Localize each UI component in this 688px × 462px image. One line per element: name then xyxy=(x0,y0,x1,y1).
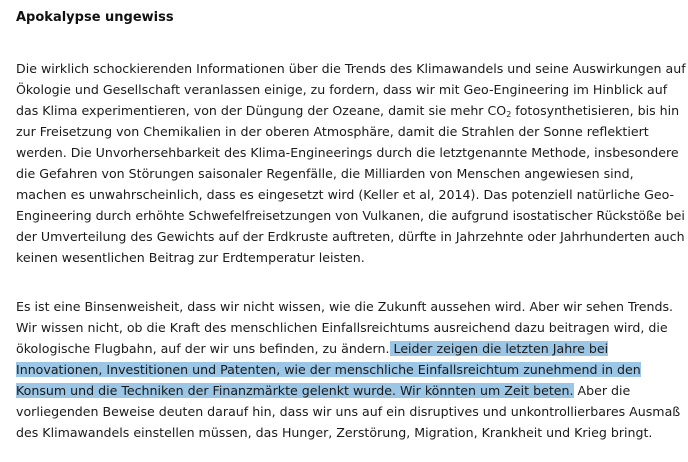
paragraph-line[interactable]: Es ist eine Binsenweisheit, dass wir nicht wissen, wie die Zukunft aussehen wird. Aber wir sehen Trends. xyxy=(16,299,674,314)
text-selection-highlight[interactable]: Leider zeigen die letzten Jahre bei xyxy=(389,341,609,356)
paragraph-line[interactable]: der Umverteilung des Gewichts auf der Erdkruste auftreten, dürfte in Jahrzehnte oder Jahrhunderten auch xyxy=(16,229,685,244)
paragraph-line[interactable]: vorliegenden Beweise deuten darauf hin, dass wir uns auf ein disruptives und unkontrollierbares Ausmaß xyxy=(16,404,681,419)
paragraph-line[interactable]: keinen wesentlichen Beitrag zur Erdtemperatur leisten. xyxy=(16,250,365,265)
line-text[interactable]: das Klima experimentieren, von der Düngung der Ozeane, damit sie mehr CO xyxy=(16,103,507,118)
section-heading: Apokalypse ungewiss xyxy=(16,10,174,25)
paragraph-line[interactable] xyxy=(16,100,680,121)
paragraph-line[interactable]: zur Freisetzung von Chemikalien in der oberen Atmosphäre, damit die Strahlen der Sonne reflektiert xyxy=(16,124,649,139)
paragraph-line[interactable]: Ökologie und Gesellschaft veranlassen einige, zu fordern, dass wir mit Geo-Engineering im Hinblick auf xyxy=(16,82,668,97)
line-text[interactable]: ökologische Flugbahn, auf der wir uns befinden, zu ändern. xyxy=(16,341,390,356)
paragraph-line[interactable]: machen es unwahrscheinlich, dass es eingesetzt wird (Keller et al, 2014). Das potenziell natürliche Geo- xyxy=(16,187,675,202)
text-selection-highlight[interactable]: Innovationen, Investitionen und Patenten, wie der menschliche Einfallsreichtum zunehmend in den xyxy=(16,362,641,377)
paragraph-line[interactable]: Engineering durch erhöhte Schwefelfreisetzungen von Vulkanen, die aufgrund isostatischer Rückstöße bei xyxy=(16,208,685,223)
line-text[interactable]: fotosynthetisieren, bis hin xyxy=(511,103,680,118)
paragraph-line[interactable]: Wir wissen nicht, ob die Kraft des menschlichen Einfallsreichtums ausreichend dazu beitragen wird, die xyxy=(16,320,668,335)
text-selection-highlight[interactable]: Konsum und die Techniken der Finanzmärkte gelenkt wurde. Wir könnten um Zeit beten. xyxy=(16,383,574,398)
paragraph-1[interactable] xyxy=(16,58,686,268)
line-text[interactable]: Aber die xyxy=(573,383,631,398)
paragraph-2[interactable] xyxy=(16,296,681,443)
paragraph-line[interactable]: die Gefahren von Störungen saisonaler Regenfälle, die Milliarden von Menschen angewiesen sind, xyxy=(16,166,634,181)
paragraph-line[interactable]: werden. Die Unvorhersehbarkeit des Klima-Engineerings durch die letztgenannte Methode, insbesondere xyxy=(16,145,679,160)
paragraph-line[interactable]: des Klimawandels einstellen müssen, das Hunger, Zerstörung, Migration, Krankheit und Krieg bringt. xyxy=(16,425,653,440)
paragraph-line[interactable] xyxy=(16,338,676,359)
paragraph-line[interactable] xyxy=(16,359,676,380)
paragraph-line[interactable]: Die wirklich schockierenden Informationen über die Trends des Klimawandels und seine Auswirkungen auf xyxy=(16,61,686,76)
paragraph-line[interactable] xyxy=(16,380,676,401)
subscript-2[interactable]: 2 xyxy=(506,110,512,119)
